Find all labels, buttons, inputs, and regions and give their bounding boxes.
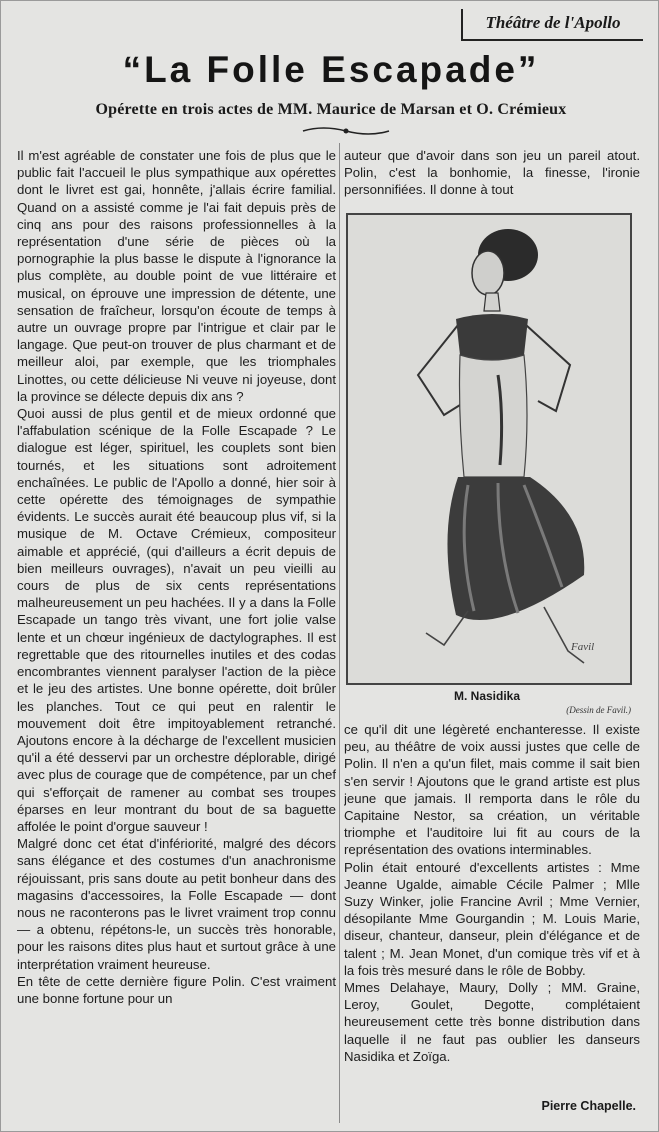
artist-signature: Favil [571, 641, 595, 653]
section-rubric: Théâtre de l'Apollo [461, 9, 643, 41]
article-subtitle: Opérette en trois actes de MM. Maurice de Marsan et O. Crémieux [95, 101, 567, 118]
illustration-frame [346, 213, 632, 685]
article-title: “La Folle Escapade” [122, 49, 540, 90]
author-signature: Pierre Chapelle. [541, 1099, 636, 1113]
dancer-illustration [348, 215, 630, 683]
column-rule [339, 143, 340, 1123]
illustration-credit: (Dessin de Favil.) [566, 705, 631, 715]
article-column-left: Il m'est agréable de constater une fois de plus que le public fait l'accueil le plus sympathique aux opérettes dont le livret est gai, honnête, j'allais écrire familial. Quand on a assisté comme je l'ai fait depuis près de cinq ans pour des raisons professionnelles à la représentation d'une série de pièces où la pornographie la plus basse le dispute à l'ignorance la plus complète, au double point de vue littéraire et musical, on éprouve une impression de détente, une sensation de fraîcheur, lorsqu'on écoute de temps à autre un ouvrage propre par l'intrigue et clair par le langage. Que peut-on trouver de plus charmant et de meilleur aloi, par exemple, que les triomphales Linottes, ou cette délicieuse Ni veuve ni joyeuse, dont la province se délecte depuis dix ans ? Quoi aussi de plus gentil et de mieux ordonné que l'affabulation scénique de la Folle Escapade ? Le dialogue est léger, spirituel, les couplets sont bien tournés, et les situations sont adroitement enchaînées. Le public de l'Apollo a donné, hier soir à cette opérette des témoignages de sympathie évidents. Le succès aurait été beaucoup plus vif, si la musique de M. Octave Crémieux, compositeur aimable et apprécié, (qui d'ailleurs a écrit depuis de bien meilleurs ouvrages), n'avait un peu vieilli au cours de plus de six cents représentations malheureusement un peu hachées. Il y a dans la Folle Escapade un tango très vivant, une fort jolie valse lente et un chœur ingénieux de dactylographes. Il est regrettable que des ritournelles inutiles et des codas encombrantes viennent paralyser l'action de la pièce et le jeu des artistes. Une bonne opérette, doit brûler les planches. Tout ce qui peut en ralentir le mouvement doit être impitoyablement retranché. Ajoutons encore à la décharge de l'excellent musicien qu'il a été desservi par un orchestre déplorable, dirigé avec plus de courage que de compétence, par un chef qui s'efforçait de ramener au combat ses troupes éparses en leur montrant du bout de sa baguette affolée le point d'orgue sauveur ! Malgré donc cet état d'infériorité, malgré des décors sans élégance et des costumes d'un anachronisme réjouissant, pris sans doute au petit bonheur dans des magasins d'accessoires, la Folle Escapade — dont nous ne raconterons pas le livret vraiment trop connu — a obtenu, répétons-le, un succès très honorable, pour les raisons dites plus haut et surtout grâce à une interprétation vraiment heureuse. En tête de cette dernière figure Polin. C'est vraiment une bonne fortune pour un [17, 148, 336, 1006]
article-column-right-top: auteur que d'avoir dans son jeu un pareil atout. Polin, c'est la bonhomie, la finesse, l'ironie personnifiées. Il donne à tout [344, 148, 640, 198]
article-column-right-bottom: ce qu'il dit une légèreté enchanteresse. Il existe peu, au théâtre de voix aussi justes que celle de Polin. Il n'en a qu'un filet, mais comme il sait bien s'en servir ! Ajoutons que le grand artiste est plus jeune que jamais. Il remporta dans le rôle du Capitaine Nestor, sa création, un véritable triomphe et l'auditoire lui fit au cours de la représentation des ovations interminables. Polin était entouré d'excellents artistes : Mme Jeanne Ugalde, aimable Cécile Palmer ; Mlle Suzy Winker, jolie Francine Avril ; Mme Vernier, désopilante Mme Gourgandin ; M. Louis Marie, diseur, chanteur, danseur, plein d'élégance et de talent ; M. Jean Monet, d'un comique très vif et à la fois très mesuré dans le rôle de Bobby. Mmes Delahaye, Maury, Dolly ; MM. Graine, Leroy, Goulet, Degotte, complétaient heureusement cette très bonne distribution dans laquelle il ne faut pas oublier les danseurs Nasidika et Zoïga. [344, 722, 640, 1064]
illustration-caption: M. Nasidika [453, 689, 521, 703]
ornament-divider-icon [301, 123, 391, 139]
